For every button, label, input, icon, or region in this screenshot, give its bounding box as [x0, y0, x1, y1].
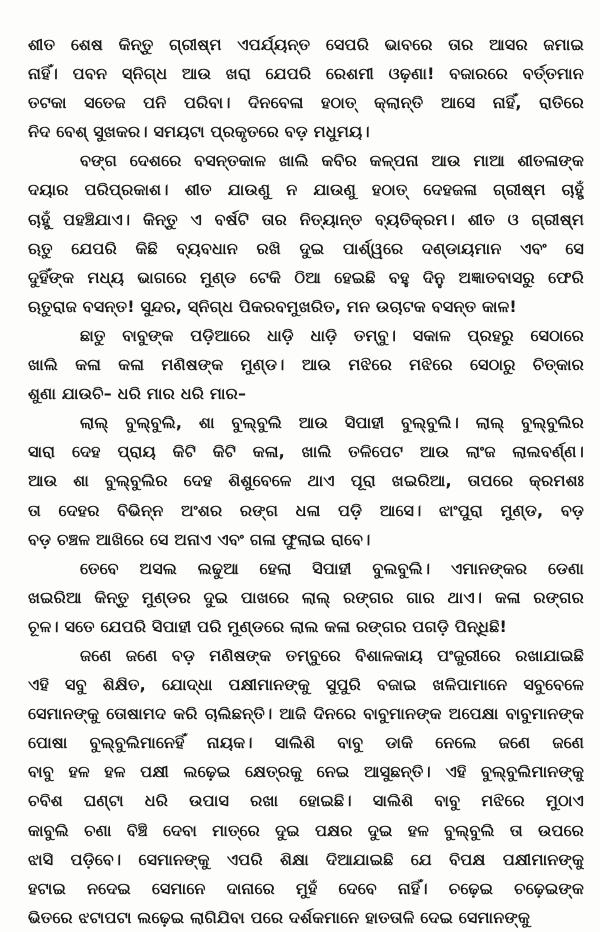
- text-line: ନିଦ ବେଶ୍ ସୁଖକର। ସମୟଟା ପ୍ରକୃତରେ ବଡ଼ ମଧୁମୟ।: [28, 122, 370, 142]
- text-line: ଆଉ ଶା ବୁଲ୍‌ବୁଲିର ଦେହ ଶିଶୁବେଳେ ଥାଏ ପୂରା ଖଇରିଆ, ତାପରେ କ୍ରମଶଃ: [28, 471, 584, 491]
- paragraph: [28, 554, 584, 641]
- paragraph: [28, 30, 584, 146]
- text-line: ପୋଷା ବୁଲ୍‌ବୁଲିମାନେହିଁ ନାୟକ। ସାଲିଶି ବାବୁ ଡାକି ନେଲେ ଜଣେ ଜଣେ: [28, 733, 584, 753]
- text-line: ତା ଦେହର ବିଭିନ୍ନ ଅଂଶର ରଙ୍ଗ ଧଳା ପଡ଼ି ଆସେ। ଝାଂପୁରା ମୁଣ୍ଡ, ବଡ଼: [28, 500, 584, 520]
- paragraph: [28, 641, 584, 932]
- text-line: ଖାଲି କଳା କଳା ମଣିଷଙ୍କ ମୁଣ୍ଡ। ଆଉ ମଝିରେ ମଝିରେ ସେଠାରୁ ଚିତ୍କାର: [28, 355, 584, 375]
- text-line: ଚାହୁଁ ପହଞ୍ଚିଯାଏ। କିନ୍ତୁ ଏ ବର୍ଷଟି ତାର ନିତ୍ୟାନ୍ତ ବ୍ୟତିକ୍ରମ। ଶୀତ ଓ ଗ୍ରୀଷ୍ମ: [28, 209, 584, 229]
- text-line: ତଟକା ସତେଜ ପନି ପରିବା। ଦିନବେଳା ହଠାତ୍ କ୍ଲାନ୍ତି ଆସେ ନାହିଁ, ରାତିରେ: [28, 93, 584, 113]
- text-line: ଭିତରେ ଝଟାପଟା ଲଢ଼େଇ ଲାଗିଯିବା ପରେ ଦର୍ଶକମାନେ ହାତତାଳି ଦେଇ ସେମାନଙ୍କୁ: [28, 907, 530, 927]
- text-line: ନାହିଁ। ପବନ ସ୍ନିଗ୍ଧ ଆଉ ଖରା ଯେପରି ରେଶମୀ ଓଢ଼ଣା! ବଜାରରେ ବର୍ତ୍ତମାନ: [28, 64, 584, 84]
- text-line: ଶୁଣା ଯାଉଚି– ଧରି ମାର ଧରି ମାର–: [28, 384, 247, 404]
- text-line: ସେମାନଙ୍କୁ ତୋଷାମଦ କରି ଚାଲିଛନ୍ତି। ଆଜି ଦିନରେ ବାବୁମାନଙ୍କ ଅପେକ୍ଷା ବାବୁମାନଙ୍କ: [28, 704, 584, 724]
- paragraph: [28, 321, 584, 408]
- text-line: ବଡ଼ ଚଞ୍ଚଳ ଆଖିରେ ସେ ଅନାଏ ଏବଂ ଗଳା ଫୁଲାଇ ରାବେ।: [28, 529, 371, 549]
- text-line: ଋତୁରାଜ ବସନ୍ତ! ସୁନ୍ଦର, ସ୍ନିଗ୍ଧ ପିକରବମୁଖରିତ, ମନ ଉଚାଟକ ବସନ୍ତ କାଳ!: [28, 296, 517, 316]
- text-line: ଚବିଶ ଘଣ୍ଟା ଧରି ଉପାସ ରଖା ହୋଇଛି। ସାଲିଶି ବାବୁ ମଝିରେ ମୁଠାଏ: [28, 791, 584, 811]
- text-line: ଏହି ସବୁ ଶିକ୍ଷିତ, ଯୋଦ୍ଧା ପକ୍ଷୀମାନଙ୍କୁ ସୁପୁରି ବଜାଇ ଖଳିପାମାନେ ସବୁବେଳେ: [28, 675, 584, 695]
- text-line: ଝାସି ପଡ଼ିବେ। ସେମାନଙ୍କୁ ଏପରି ଶିକ୍ଷା ଦିଆଯାଇଛି ଯେ ବିପକ୍ଷ ପକ୍ଷୀମାନଙ୍କୁ: [28, 849, 584, 869]
- text-line: ତେବେ ଅସଲ ଲଢୁଆ ହେଲା ସିପାହୀ ବୁଲବୁଲି। ଏମାନଙ୍କର ଡେଣା: [80, 558, 584, 578]
- text-line: ଦୁହିଁଙ୍କ ମଧ୍ୟ ଭାଗରେ ମୁଣ୍ଡ ଟେକି ଠିଆ ହେଇଛି ବହୁ ଦିନୁ ଅଜ୍ଞାତବାସରୁ ଫେରି: [28, 267, 584, 287]
- text-line: ବାବୁ ହଳ ହଳ ପକ୍ଷୀ ଲଢ଼େଇ କ୍ଷେତ୍ରକୁ ନେଇ ଆସୁଛନ୍ତି। ଏହି ବୁଲ୍‌ବୁଲିମାନଙ୍କୁ: [28, 762, 584, 782]
- text-line: ସାରା ଦେହ ପ୍ରାୟ କିଟି କିଟି କଳା, ଖାଲି ତଳିପେଟ ଆଉ ଲାଂଜ ଲାଲବର୍ଣ୍ଣ।: [28, 442, 584, 462]
- paragraph: [28, 146, 584, 321]
- text-line: ଚୂଳ। ସତେ ଯେପରି ସିପାହୀ ପରି ମୁଣ୍ଡରେ ଲାଲ କଳା ରଙ୍ଗର ପଗଡ଼ି ପିନ୍ଧିଛି!: [28, 616, 508, 636]
- text-line: ଜଣେ ଜଣେ ବଡ଼ ମଣିଷଙ୍କ ତମ୍ବୁରେ ବିଶାଳକାୟ ପଂଜୁରୀରେ ରଖାଯାଇଛି: [80, 645, 584, 665]
- text-line: କାବୁଲି ଚଣା ବିଞ୍ଚି ଦେବା ମାତ୍ରେ ଦୁଇ ପକ୍ଷର ଦୁଇ ହଳ ବୁଲ୍‌ବୁଲି ତା ଉପରେ: [28, 820, 584, 840]
- paragraph: [28, 408, 584, 553]
- text-line: ଛାତୁ ବାବୁଙ୍କ ପଡ଼ିଆରେ ଧାଡ଼ି ଧାଡ଼ି ତମ୍ବୁ। ସକାଳ ପ୍ରହରୁ ସେଠାରେ: [80, 325, 584, 345]
- text-line: ଲାଲ୍ ବୁଲ୍‌ବୁଲି, ଶା ବୁଲ୍‌ବୁଲି ଆଉ ସିପାହୀ ବୁଲ୍‌ବୁଲି। ଲାଲ୍ ବୁଲ୍‌ବୁଲିର: [80, 413, 584, 433]
- text-line: ଖଇରିଆ କିନ୍ତୁ ମୁଣ୍ଡର ଦୁଇ ପାଖରେ ଲାଲ୍ ରଙ୍ଗର ଗାର ଥାଏ। କଳା ରଙ୍ଗର: [28, 587, 584, 607]
- text-line: ଦୟାର ପରିପ୍ରକାଶ। ଶୀତ ଯାଉଣୁ ନ ଯାଉଣୁ ହଠାତ୍ ଦେହଜଳା ଗ୍ରୀଷ୍ମ ଚାହୁଁ: [28, 180, 584, 200]
- text-line: ଋତୁ ଯେପରି କିଛି ବ୍ୟବଧାନ ରଖି ଦୁଇ ପାର୍ଶ୍ୱରେ ଦଣ୍ଡାୟମାନ ଏବଂ ସେ: [28, 238, 584, 258]
- text-line: ବଙ୍ଗ ଦେଶରେ ବସନ୍ତକାଳ ଖାଲି କବିର କଳ୍ପନା ଆଉ ମାଆ ଶୀତଳାଙ୍କ: [80, 151, 584, 171]
- text-line: ଶୀତ ଶେଷ କିନ୍ତୁ ଗ୍ରୀଷ୍ମ ଏପର୍ଯ୍ୟନ୍ତ ସେପରି ଭାବରେ ତାର ଆସର ଜମାଇ: [28, 35, 584, 54]
- text-line: ହଟାଇ ନଦେଇ ସେମାନେ ଦାନାରେ ମୁହଁ ଦେବେ ନାହିଁ। ଚଢ଼େଇ ଚଢ଼େଇଙ୍କ: [28, 878, 584, 898]
